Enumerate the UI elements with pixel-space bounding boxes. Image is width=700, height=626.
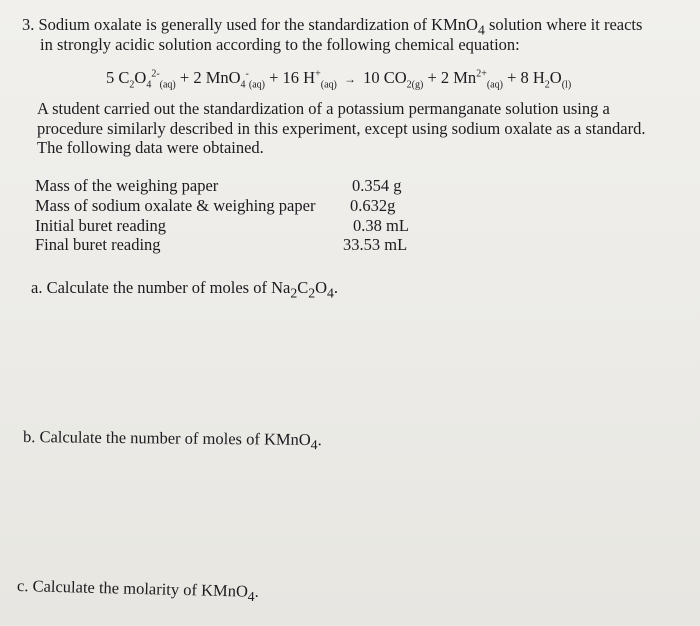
question-c-text: c. Calculate the molarity of KMnO — [16, 576, 249, 601]
eq-water: + 8 H — [502, 68, 545, 87]
data-value-oxalate-paper: 0.632g — [350, 196, 396, 215]
question-a — [31, 278, 339, 301]
q-sub: 4 — [310, 437, 318, 453]
q-period: . — [333, 278, 339, 297]
data-value-paper: 0.354 g — [352, 176, 402, 195]
data-label-oxalate-paper: Mass of sodium oxalate & weighing paper — [35, 196, 316, 215]
chemical-equation — [106, 68, 572, 91]
eq-manganese-ion: + 2 Mn — [423, 68, 477, 87]
data-value-initial-buret: 0.38 mL — [353, 216, 409, 235]
reaction-arrow-icon: → — [343, 72, 356, 86]
q-text: C — [297, 278, 309, 297]
eq-charge: 2+ — [476, 68, 487, 80]
problem-number: 3. — [22, 15, 35, 34]
data-label-paper: Mass of the weighing paper — [35, 176, 219, 195]
q-text: O — [315, 278, 328, 297]
q-period: . — [317, 430, 322, 450]
eq-charge: 2- — [151, 68, 160, 80]
q-sub: 2 — [290, 285, 298, 301]
problem-intro-line-1 — [22, 15, 643, 38]
eq-charge: - — [245, 68, 249, 80]
eq-state: (aq) — [159, 79, 176, 91]
intro-sub: 4 — [477, 22, 485, 38]
question-c — [16, 576, 260, 605]
eq-hydrogen-ion: + 16 H — [265, 68, 316, 87]
eq-state: 2(g) — [406, 79, 424, 91]
eq-oxalate-coef: 5 C — [106, 68, 130, 87]
q-sub: 4 — [247, 588, 255, 605]
intro-text: Sodium oxalate is generally used for the standardization of KMnO — [38, 15, 478, 34]
eq-sub: 2 — [129, 79, 135, 91]
paragraph-line-3: The following data were obtained. — [37, 138, 264, 157]
data-label-final-buret: Final buret reading — [35, 235, 161, 254]
eq-state: (l) — [561, 79, 572, 91]
paragraph-line-2: procedure similarly described in this experiment, except using sodium oxalate as a standard. — [37, 119, 646, 138]
eq-sub: 4 — [240, 79, 246, 91]
eq-co2: 10 CO — [358, 68, 407, 87]
eq-state: (aq) — [248, 79, 265, 91]
eq-water-o: O — [549, 68, 562, 87]
q-period: . — [254, 581, 260, 601]
eq-oxalate-o: O — [134, 68, 147, 87]
eq-sub: 2 — [544, 79, 550, 91]
eq-permanganate: + 2 MnO — [175, 68, 241, 87]
problem-intro-line-2: in strongly acidic solution according to the following chemical equation: — [40, 35, 520, 54]
eq-state: (aq) — [486, 79, 503, 91]
data-value-final-buret: 33.53 mL — [343, 235, 408, 254]
question-a-text: a. Calculate the number of moles of Na — [31, 278, 291, 297]
q-sub: 4 — [327, 285, 334, 301]
intro-text-end: solution where it reacts — [484, 15, 643, 34]
question-b — [22, 427, 322, 453]
eq-state: (aq) — [320, 79, 337, 91]
paragraph-line-1: A student carried out the standardization of a potassium permanganate solution using a — [37, 99, 610, 118]
eq-sub: 4 — [146, 79, 152, 91]
data-label-initial-buret: Initial buret reading — [35, 216, 167, 235]
eq-charge: + — [315, 68, 321, 80]
question-b-text: b. Calculate the number of moles of KMnO — [22, 427, 311, 450]
q-sub: 2 — [308, 285, 316, 301]
